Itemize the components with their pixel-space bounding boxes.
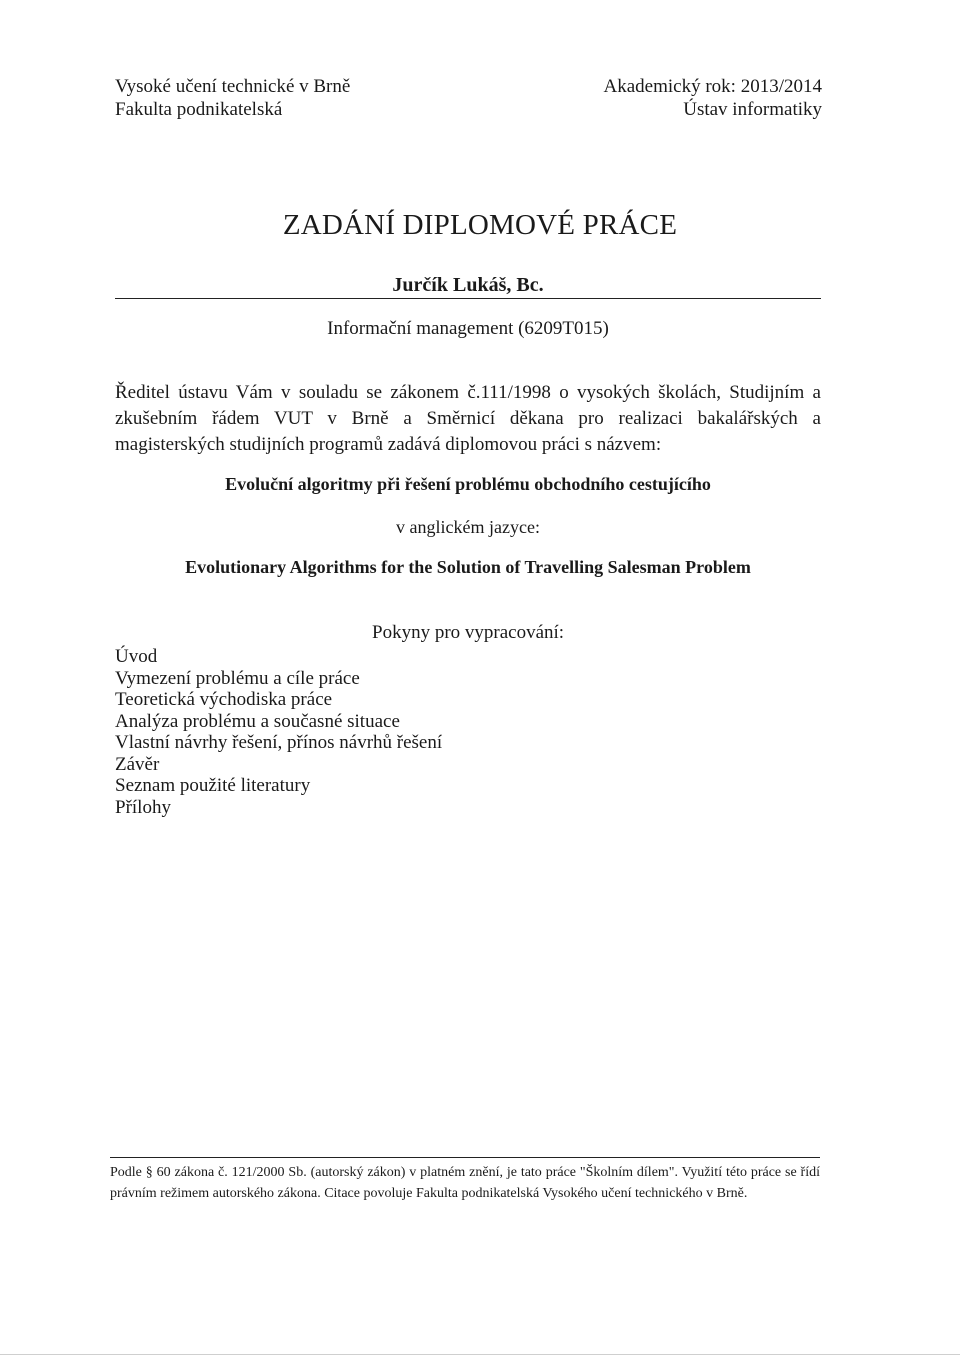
footer-divider	[110, 1157, 820, 1158]
department-name: Ústav informatiky	[683, 99, 822, 120]
faculty-name: Fakulta podnikatelská	[115, 99, 283, 120]
header-left	[115, 75, 350, 121]
list-item: Úvod	[115, 646, 158, 667]
list-item: Seznam použité literatury	[115, 775, 311, 796]
list-item: Teoretická východiska práce	[115, 689, 333, 710]
copyright-footer: Podle § 60 zákona č. 121/2000 Sb. (autorský zákon) v platném znění, je tato práce "Školním dílem". Využití této práce se řídí právním režimem autorského zákona. Citace povoluje Fakulta podnikatelská Vysokého učení technického v Brně.	[110, 1165, 820, 1201]
guidelines-list	[115, 646, 442, 818]
list-item: Závěr	[115, 753, 160, 775]
university-name: Vysoké učení technické v Brně	[115, 76, 351, 97]
intro-paragraph: Ředitel ústavu Vám v souladu se zákonem č.111/1998 o vysokých školách, Studijním a zkušebním řádem VUT v Brně a Směrnicí děkana pro realizaci bakalářských a magisterských studijních programů zadává diplomovou práci s názvem:	[115, 382, 821, 455]
list-item: Vlastní návrhy řešení, přínos návrhů řešení	[115, 732, 443, 753]
student-name: Jurčík Lukáš, Bc.	[392, 274, 544, 296]
thesis-title-czech: Evoluční algoritmy při řešení problému obchodního cestujícího	[225, 474, 711, 494]
page-bottom-edge	[0, 1354, 960, 1355]
guidelines-title: Pokyny pro vypracování:	[372, 622, 565, 643]
list-item: Analýza problému a současné situace	[115, 710, 400, 732]
list-item: Přílohy	[115, 796, 171, 818]
academic-year: Akademický rok: 2013/2014	[603, 76, 822, 97]
english-label: v anglickém jazyce:	[396, 517, 540, 537]
list-item: Vymezení problému a cíle práce	[115, 667, 360, 689]
study-program: Informační management (6209T015)	[327, 318, 609, 339]
header-right	[604, 75, 822, 121]
student-divider	[115, 298, 821, 299]
thesis-title-english: Evolutionary Algorithms for the Solution of Travelling Salesman Problem	[185, 557, 751, 577]
document-title: ZADÁNÍ DIPLOMOVÉ PRÁCE	[282, 209, 678, 241]
